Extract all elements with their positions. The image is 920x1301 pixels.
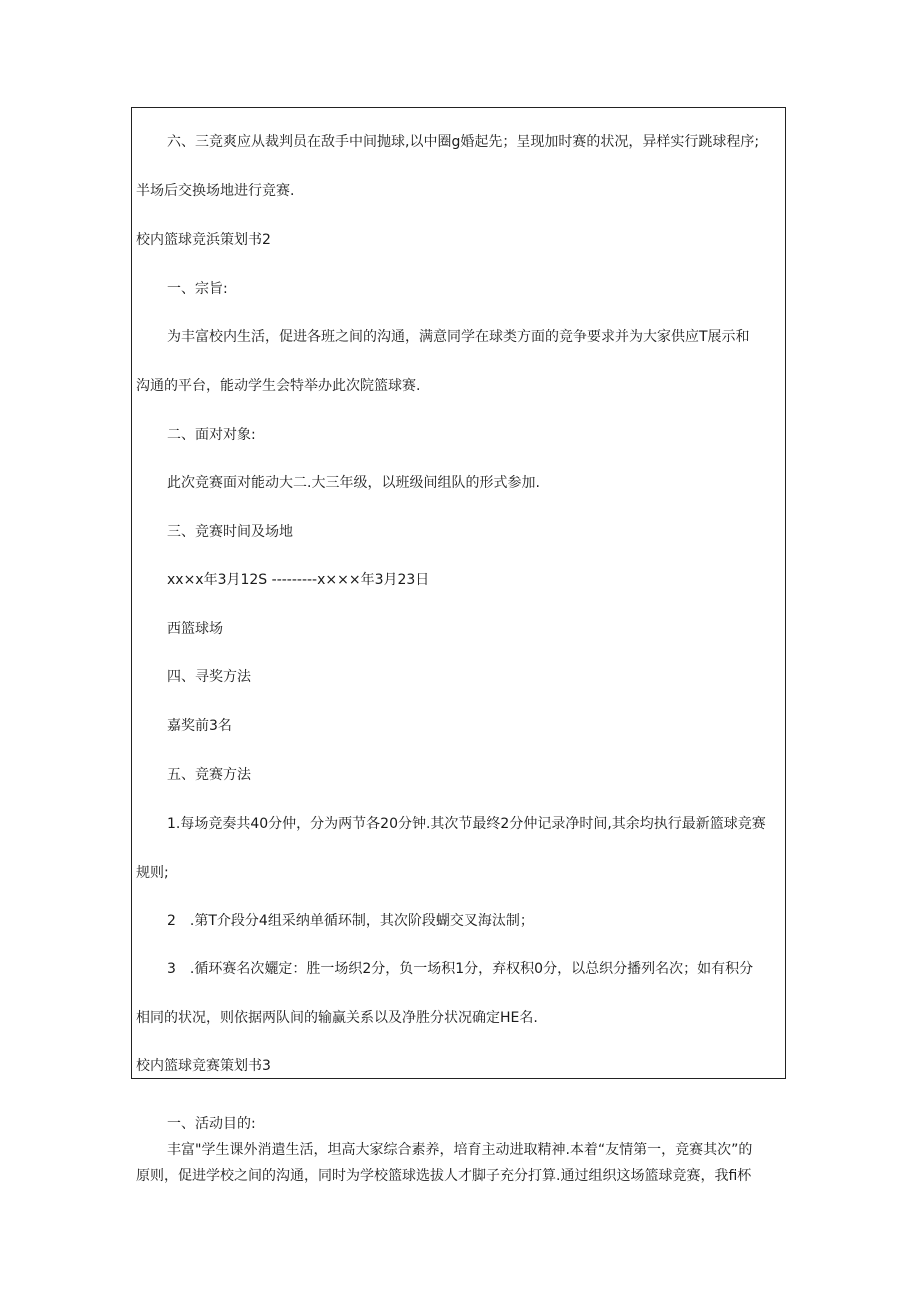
paragraph-line: 相同的状况，则依据两队间的输赢关系以及净胜分状况确定HE名. xyxy=(136,1010,538,1026)
paragraph-line: 1.每场竞奏共40分仲，分为两节各20分钟.其次节最终2分仲记录净时间,其余均执行最新篮球竞赛 xyxy=(167,816,766,832)
paragraph-line: 四、寻奖方法 xyxy=(167,669,251,685)
paragraph-line: 一、宗旨: xyxy=(167,281,228,297)
bordered-text-box xyxy=(131,107,786,1079)
paragraph-line: 二、面对对象: xyxy=(167,427,256,443)
paragraph-line: 半场后交换场地进行竞赛. xyxy=(136,183,295,199)
paragraph-line: 沟通的平台，能动学生会特举办此次院篮球赛. xyxy=(136,378,421,394)
paragraph-line: 嘉奖前3名 xyxy=(167,718,232,734)
section-heading: 校内篮球竞浜策划书2 xyxy=(136,232,271,248)
paragraph-line: 五、竞赛方法 xyxy=(167,767,251,783)
paragraph-line: 丰富"学生课外消遣生活，坦高大家综合素养，培育主动进取精神.本着“友情第一，竞赛其次”的 xyxy=(167,1142,753,1158)
paragraph-line: 六、三竞爽应从裁判员在敌手中间抛球,以中圈g婚起先；呈现加时赛的状况，异样实行跳球程序; xyxy=(167,134,760,150)
paragraph-line: 此次竞赛面对能动大二.大三年级，以班级间组队的形式参加. xyxy=(167,475,540,491)
paragraph-line: 3 .循环赛名次孋定：胜一场织2分，负一场积1分，弃权积0分，以总织分播列名次；如有积分 xyxy=(167,961,754,977)
paragraph-line: 西篮球场 xyxy=(167,621,223,637)
paragraph-line: 2 .第T介段分4组采纳单循环制，其次阶段蝴交叉海汰制； xyxy=(167,913,534,929)
paragraph-line: 原则，促进学校之间的沟通，同时为学校篮球选拔人才脚子充分打算.通过组织这场篮球竞赛，我fi杯 xyxy=(136,1168,752,1184)
paragraph-line: 规则; xyxy=(136,865,169,881)
paragraph-line: 为丰富校内生活，促进各班之间的沟通，满意同学在球类方面的竞争要求并为大家供应T展示和 xyxy=(167,329,750,345)
paragraph-line: xx×x年3月12S ---------x×××年3月23日 xyxy=(167,572,430,588)
paragraph-line: 一、活动目的: xyxy=(167,1116,256,1132)
section-heading: 校内篮球竞赛策划书3 xyxy=(136,1058,271,1074)
paragraph-line: 三、竞赛时间及场地 xyxy=(167,524,293,540)
